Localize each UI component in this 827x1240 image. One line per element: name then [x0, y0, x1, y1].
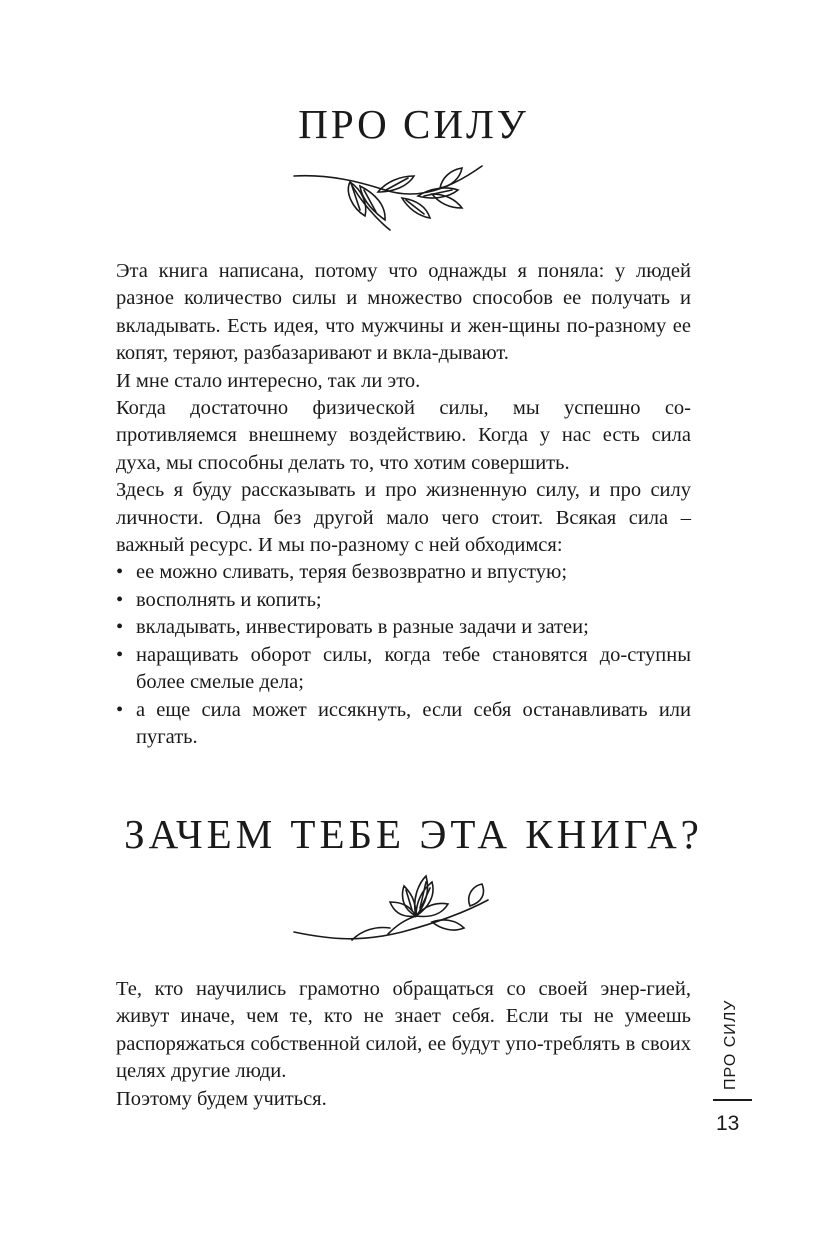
list-item: • восполнять и копить; [116, 587, 691, 614]
paragraph: И мне стало интересно, так ли это. [116, 369, 421, 392]
bullet-list [116, 559, 691, 751]
list-item: • ее можно сливать, теряя безвозвратно и впустую; [116, 559, 691, 586]
flower-branch-icon [292, 870, 492, 946]
leaf-branch-icon [290, 160, 490, 235]
paragraph: Те, кто научились грамотно обращаться со своей энер-гией, живут иначе, чем те, кто не знает себя. Если ты не умеешь распоряжаться собственной силой, ее будут упо-треблять в своих целях другие люди. [116, 978, 691, 1083]
section-title-pro-silu: ПРО СИЛУ [298, 101, 529, 147]
divider [713, 1099, 752, 1101]
section1-body [116, 258, 691, 751]
list-item: • а еще сила может иссякнуть, если себя останавливать или пугать. [116, 697, 691, 752]
section-title-zachem: ЗАЧЕМ ТЕБЕ ЭТА КНИГА? [124, 811, 703, 857]
paragraph: Эта книга написана, потому что однажды я поняла: у людей разное количество силы и множество способов ее получать и вкладывать. Есть идея, что мужчины и жен-щины по-разному ее копят, теряют, разбазаривают и вкла-дывают. [116, 260, 691, 365]
paragraph: Когда достаточно физической силы, мы успешно со-противляемся внешнему воздействию. Когда у нас есть сила духа, мы способны делать то, что хотим совершить. [116, 397, 691, 474]
page-number: 13 [716, 1112, 740, 1135]
running-head: ПРО СИЛУ [722, 999, 739, 1090]
list-item: • вкладывать, инвестировать в разные задачи и затеи; [116, 614, 691, 641]
paragraph: Поэтому будем учиться. [116, 1087, 327, 1110]
list-item: • наращивать оборот силы, когда тебе становятся до-ступны более смелые дела; [116, 642, 691, 697]
section2-body [116, 976, 691, 1113]
paragraph: Здесь я буду рассказывать и про жизненную силу, и про силу личности. Одна без другой мало чего стоит. Всякая сила – важный ресурс. И мы по-разному с ней обходимся: [116, 479, 691, 557]
